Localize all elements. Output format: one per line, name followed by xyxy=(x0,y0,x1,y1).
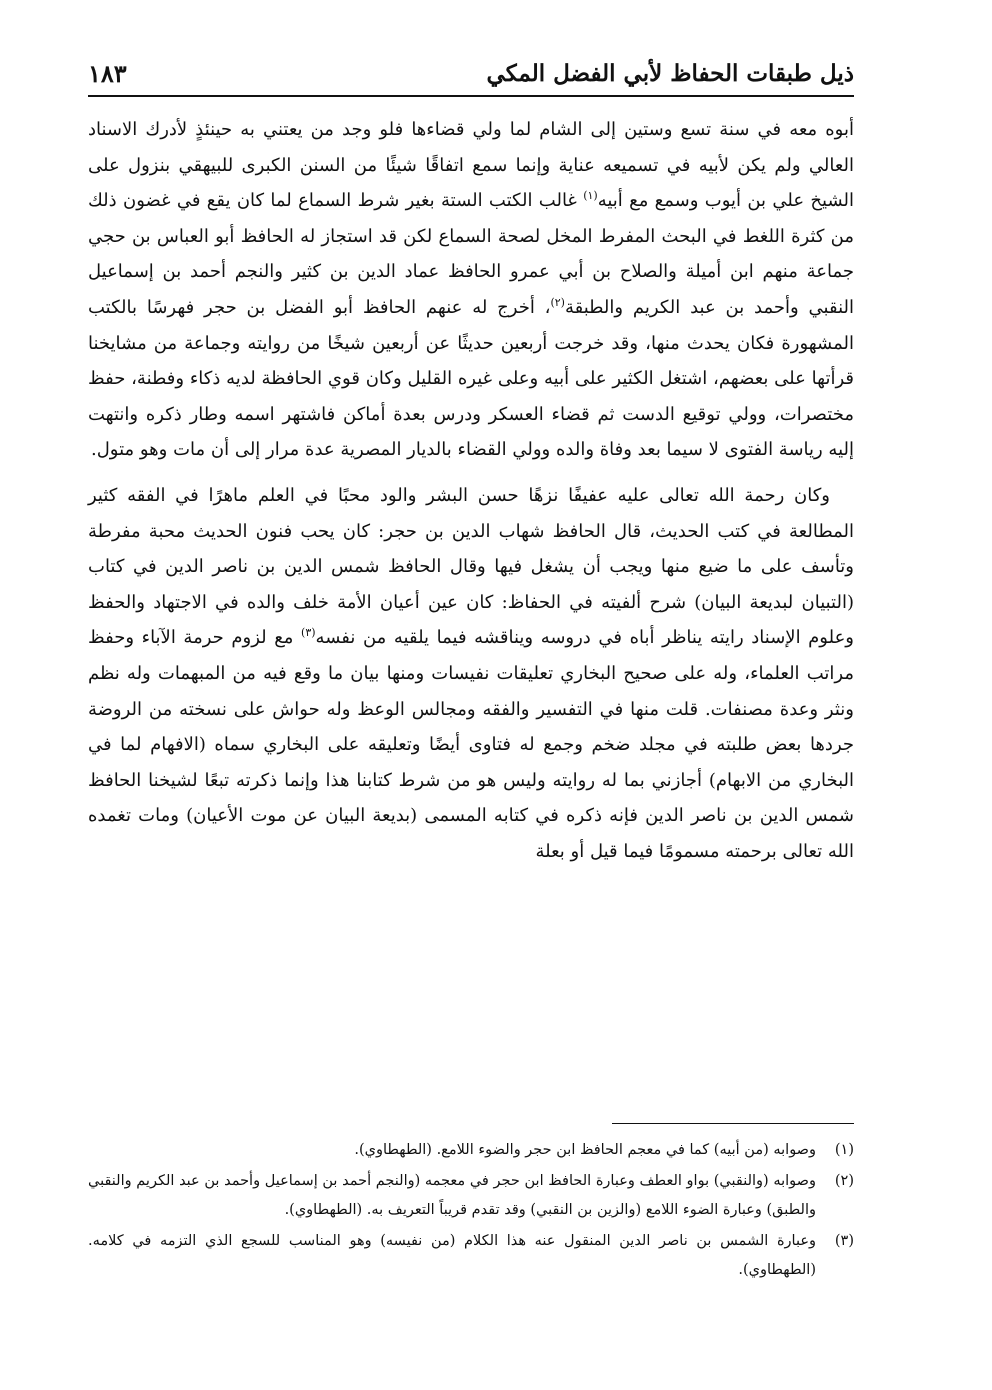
paragraph-1 xyxy=(88,112,854,468)
footnotes xyxy=(88,1136,854,1287)
page-number: ١٨٣ xyxy=(88,58,127,88)
footnote-number: (٣) xyxy=(834,1233,854,1249)
footnote-text: وعبارة الشمس بن ناصر الدين المنقول عنه هذا الكلام (من نفيسه) وهو المناسب للسجع الذي التزمه في كلامه. (الطهطاوي). xyxy=(88,1233,816,1278)
footnote-rule xyxy=(612,1123,854,1124)
header-rule xyxy=(88,95,854,97)
footnote-ref-3: (٣) xyxy=(301,626,316,640)
footnote-3 xyxy=(88,1227,854,1285)
footnote-ref-2: (٢) xyxy=(550,295,565,309)
main-text xyxy=(88,112,854,869)
footnote-number: (١) xyxy=(834,1142,854,1158)
footnote-text: وصوابه (والنقبي) بواو العطف وعبارة الحافظ ابن حجر في معجمه (والنجم أحمد بن إسماعيل وأحمد بن عبد الكريم والنقبي والطبق) وعبارة الضوء اللامع (والزين بن النقبي) وقد تقدم قريباً التعريف به. (الطهطاوي). xyxy=(88,1173,816,1218)
paragraph-1-part-a: أبوه معه في سنة تسع وستين إلى الشام لما ولي قضاءها فلو وجد من يعتني به حينئذٍ لأدرك الاسناد العالي ولم يكن لأبيه في تسميعه عناية وإنما سمع اتفاقًا شيئًا من السنن الكبرى للبيهقي بنزول على الشيخ علي بن أيوب وسمع مع أبيه xyxy=(88,119,854,212)
paragraph-1-part-b: غالب الكتب الستة بغير شرط السماع لما كان يقع في غضون ذلك من كثرة اللغط في البحث المفرط المخل لصحة السماع لكن قد استجاز له الحافظ أبو العباس بن حجي جماعة منهم ابن أميلة والصلاح بن أبي عمرو الحافظ عماد الدين بن كثير والنجم أحمد بن إسماعيل النقبي وأحمد بن عبد الكريم والطبقة xyxy=(88,190,854,318)
paragraph-1-part-c: ، أخرج له عنهم الحافظ أبو الفضل بن حجر فهرسًا بالكتب المشهورة فكان يحدث منها، وقد خرجت أربعين حديثًا عن أربعين شيخًا من روايته وجماعة من مشايخنا قرأتها على بعضهم، اشتغل الكثير على أبيه وعلى غيره القليل وكان قوي الحافظة لديه ذكاء وفطنة، حفظ مختصرات، وولي توقيع الدست ثم قضاء العسكر ودرس بعدة أماكن فاشتهر اسمه وطار ذكره وانتهت إليه رياسة الفتوى لا سيما بعد وفاة والده وولي القضاء بالديار المصرية عدة مرار إلى أن مات وهو متول. xyxy=(88,296,854,461)
footnote-ref-1: (١) xyxy=(583,189,598,203)
footnote-2 xyxy=(88,1167,854,1225)
paragraph-2-part-a: وكان رحمة الله تعالى عليه عفيفًا نزهًا حسن البشر والود محبًا في العلم ماهرًا في الفقه كثير المطالعة في كتب الحديث، قال الحافظ شهاب الدين بن حجر: كان يحب فنون الحديث محبة مفرطة وتأسف على ما ضيع منها ويجب أن يشغل فيها وقال الحافظ شمس الدين بن ناصر الدين في كتاب (التبيان لبديعة البيان) شرح ألفيته في الحفاظ: كان عين أعيان الأمة خلف والده في الاجتهاد والحفظ وعلوم الإسناد رايته يناظر أباه في دروسه ويناقشه فيما يلقيه من نفسه xyxy=(88,484,854,649)
paragraph-2 xyxy=(88,478,854,870)
running-title: ذيل طبقات الحفاظ لأبي الفضل المكي xyxy=(486,59,854,87)
footnote-1 xyxy=(88,1136,854,1165)
footnote-text: وصوابه (من أبيه) كما في معجم الحافظ ابن حجر والضوء اللامع. (الطهطاوي). xyxy=(354,1142,816,1158)
page-header xyxy=(88,52,854,94)
paragraph-2-part-b: مع لزوم حرمة الآباء وحفظ مراتب العلماء، وله على صحيح البخاري تعليقات نفيسات ومنها بيان ما وقع فيه من المبهمات وله نظم ونثر وعدة مصنفات. قلت منها في التفسير والفقه ومجالس الوعظ وله حواش على نسخته من الروضة جردها بعض طلبته في مجلد ضخم وجمع له فتاوى أيضًا وتعليقه على البخاري سماه (الافهام لما في البخاري من الابهام) أجازني بما له روايته وليس هو من شرط كتابنا هذا وإنما ذكرته تبعًا لشيخنا الحافظ شمس الدين بن ناصر الدين فإنه ذكره في كتابه المسمى (بديعة البيان عن موت الأعيان) ومات تغمده الله تعالى برحمته مسمومًا فيما قيل أو بعلة xyxy=(88,627,854,862)
footnote-number: (٢) xyxy=(834,1173,854,1189)
